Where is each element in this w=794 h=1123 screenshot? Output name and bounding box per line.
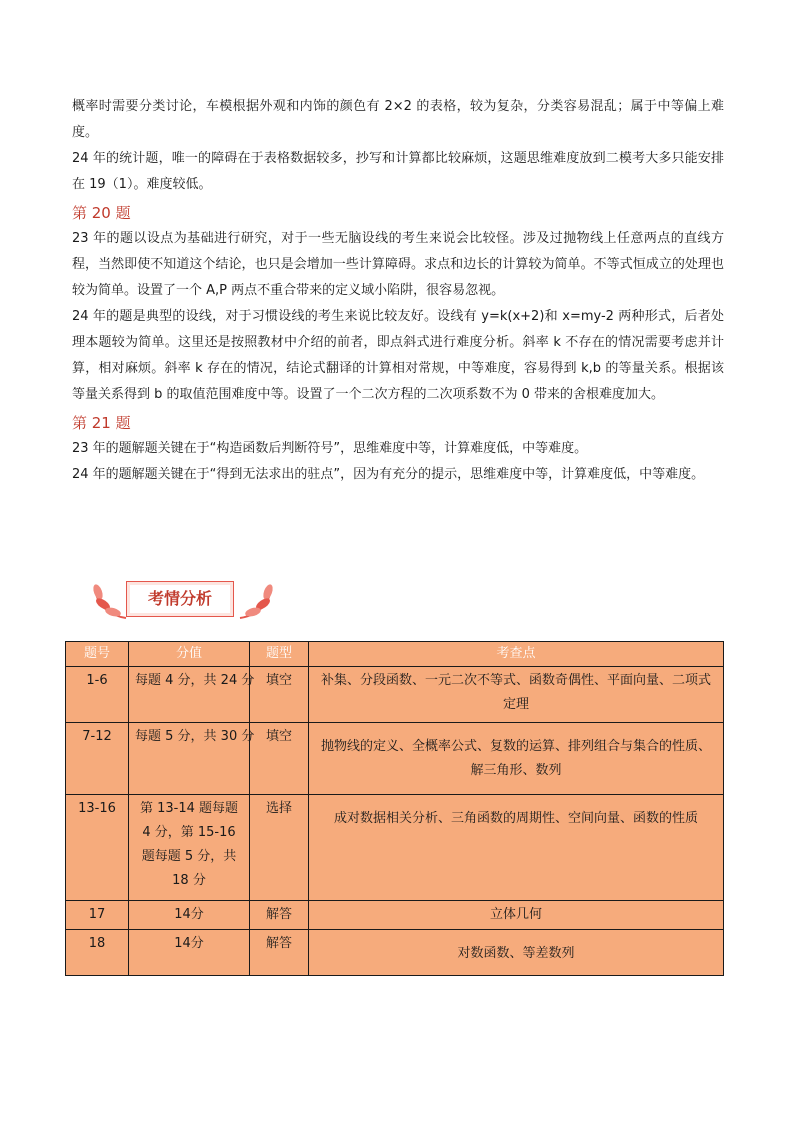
cell-point: 对数函数、等差数列 — [309, 930, 724, 976]
table-row — [66, 930, 724, 976]
cell-point: 抛物线的定义、全概率公式、复数的运算、排列组合与集合的性质、解三角形、数列 — [309, 723, 724, 795]
cell-num: 13-16 — [66, 795, 129, 901]
cell-num: 18 — [66, 930, 129, 976]
paragraph: 23 年的题解题关键在于“构造函数后判断符号”，思维难度中等，计算难度低，中等难度。 — [72, 441, 588, 456]
laurel-right-icon — [236, 578, 276, 624]
cell-score: 第 13-14 题每题 4 分，第 15-16 题每题 5 分，共 18 分 — [129, 795, 250, 901]
header-point: 考查点 — [309, 642, 724, 667]
cell-type: 解答 — [250, 930, 309, 976]
header-type: 题型 — [250, 642, 309, 667]
cell-type: 填空 — [250, 667, 309, 723]
section-heading-21: 第 21 题 — [72, 414, 131, 432]
header-score: 分值 — [129, 642, 250, 667]
table-row — [66, 667, 724, 723]
cell-num: 17 — [66, 901, 129, 930]
cell-score: 每题 4 分，共 24 分 — [129, 667, 250, 723]
cell-score: 每题 5 分，共 30 分 — [129, 723, 250, 795]
paragraph: 23 年的题以设点为基础进行研究，对于一些无脑设线的考生来说会比较怪。涉及过抛物线上任意两点的直线方程，当然即使不知道这个结论，也只是会增加一些计算障碍。求点和边长的计算较为简单。不等式恒成立的处理也较为简单。设置了一个 A,P 两点不重合带来的定义域小陷阱，很容易忽视。 — [72, 231, 724, 298]
paragraph: 24 年的题解题关键在于“得到无法求出的驻点”，因为有充分的提示，思维难度中等，计算难度低，中等难度。 — [72, 467, 705, 482]
paragraph: 24 年的统计题，唯一的障碍在于表格数据较多，抄写和计算都比较麻烦，这题思维难度放到二模考大多只能安排在 19（1）。难度较低。 — [72, 151, 724, 192]
table-row — [66, 901, 724, 930]
table-header-row — [66, 642, 724, 667]
cell-num: 7-12 — [66, 723, 129, 795]
table-row — [66, 723, 724, 795]
banner-title: 考情分析 — [126, 581, 234, 617]
cell-point: 立体几何 — [309, 901, 724, 930]
cell-type: 填空 — [250, 723, 309, 795]
header-num: 题号 — [66, 642, 129, 667]
exam-analysis-table — [65, 641, 724, 976]
cell-point: 补集、分段函数、一元二次不等式、函数奇偶性、平面向量、二项式定理 — [309, 667, 724, 723]
paragraph: 24 年的题是典型的设线，对于习惯设线的考生来说比较友好。设线有 y=k(x+2)和 x=my-2 两种形式，后者处理本题较为简单。这里还是按照教材中介绍的前者，即点斜式进行难度分析。斜率 k 不存在的情况需要考虑并计算，相对麻烦。斜率 k 存在的情况，结论式翻译的计算相对常规，中等难度，容易得到 k,b 的等量关系。根据该等量关系得到 b 的取值范围难度中等。设置了一个二次方程的二次项系数不为 0 带来的舍根难度加大。 — [72, 309, 724, 402]
section-heading-20: 第 20 题 — [72, 204, 131, 222]
section-banner — [90, 578, 276, 624]
laurel-left-icon — [90, 578, 130, 624]
cell-score: 14分 — [129, 930, 250, 976]
cell-type: 解答 — [250, 901, 309, 930]
table-row — [66, 795, 724, 901]
cell-point: 成对数据相关分析、三角函数的周期性、空间向量、函数的性质 — [309, 795, 724, 901]
paragraph: 概率时需要分类讨论，车模根据外观和内饰的颜色有 2×2 的表格，较为复杂，分类容易混乱；属于中等偏上难度。 — [72, 99, 724, 140]
cell-type: 选择 — [250, 795, 309, 901]
cell-num: 1-6 — [66, 667, 129, 723]
analysis-text — [72, 94, 724, 488]
cell-score: 14分 — [129, 901, 250, 930]
